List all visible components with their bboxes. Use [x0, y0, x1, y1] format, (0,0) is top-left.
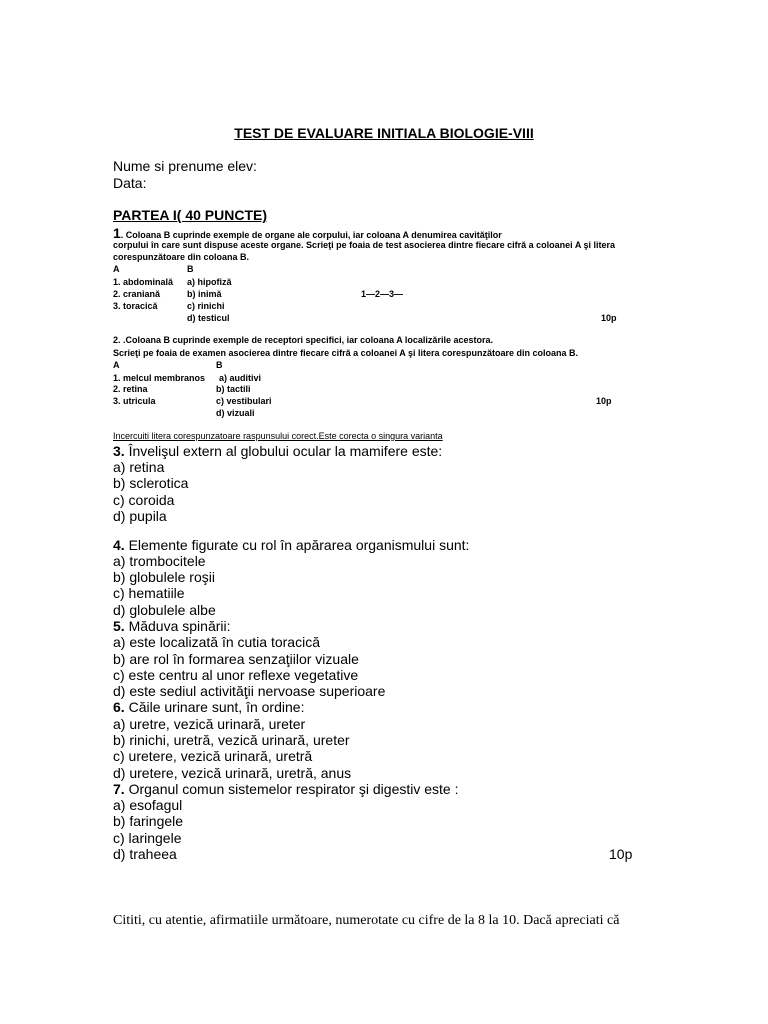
q1-line2: corpului în care sunt dispuse aceste organe. Scrieţi pe foaia de test asocierea dintre fiecare cifră a coloanei A şi litera: [113, 240, 616, 250]
q5-option: b) are rol în formarea senzaţiilor vizuale: [113, 651, 359, 667]
q7-stem: 7. Organul comun sistemelor respirator şi digestiv este :: [113, 781, 459, 797]
q6-option: c) uretere, vezică urinară, uretră: [113, 748, 313, 764]
q7-option: c) laringele: [113, 830, 182, 846]
q1-line1: 1. Coloana B cuprinde exemple de organe ale corpului, iar coloana A denumirea cavităţilor: [113, 225, 502, 241]
q1-col-a-item: 3. toracică: [113, 301, 158, 311]
q5-number: 5.: [113, 618, 125, 634]
q2-col-a-item: 2. retina: [113, 384, 148, 394]
instruction-text: Incercuiti litera corespunzatoare raspunsului corect.Este corecta o singura varianta: [113, 431, 443, 441]
q2-col-a-header: A: [113, 360, 120, 370]
q2-line2: Scrieţi pe foaia de examen asocierea dintre fiecare cifră a coloanei A şi litera corespunzătoare din coloana B.: [113, 348, 579, 358]
q4-stem: 4. Elemente figurate cu rol în apărarea organismului sunt:: [113, 537, 470, 553]
q6-number: 6.: [113, 699, 125, 715]
q1-line3: corespunzătoare din coloana B.: [113, 252, 250, 262]
part1-heading: PARTEA I( 40 PUNCTE): [113, 207, 268, 223]
q1-col-a-item: 1. abdominală: [113, 277, 174, 287]
q4-option: a) trombocitele: [113, 553, 206, 569]
q2-points: 10p: [596, 396, 612, 406]
q1-number: 1: [113, 225, 121, 241]
q5-option: c) este centru al unor reflexe vegetative: [113, 667, 359, 683]
q7-option: d) traheea: [113, 846, 177, 862]
q4-option: c) hematiile: [113, 585, 185, 601]
page-title: TEST DE EVALUARE INITIALA BIOLOGIE-VIII: [234, 125, 534, 141]
q6-option: b) rinichi, uretră, vezică urinară, ureter: [113, 732, 350, 748]
q1-col-b-item: d) testicul: [187, 313, 230, 323]
q7-option: a) esofagul: [113, 797, 183, 813]
q3-number: 3.: [113, 443, 125, 459]
q4-option: b) globulele roşii: [113, 569, 215, 585]
q1-points: 10p: [601, 313, 617, 323]
q2-col-b-item: b) tactili: [216, 384, 251, 394]
q1-col-a-item: 2. craniană: [113, 289, 161, 299]
q1-answer-template: 1—2—3—: [361, 289, 404, 299]
q1-col-b-item: c) rinichi: [187, 301, 225, 311]
q3-option: c) coroida: [113, 492, 175, 508]
q3-option: d) pupila: [113, 508, 167, 524]
footer-paragraph: Cititi, cu atentie, afirmatiile următoare, numerotate cu cifre de la 8 la 10. Dacă apreciati că: [113, 913, 620, 928]
q6-option: d) uretere, vezică urinară, uretră, anus: [113, 765, 352, 781]
q5-option: a) este localizată în cutia toracică: [113, 634, 320, 650]
q3-option: a) retina: [113, 459, 165, 475]
q3-stem: 3. Învelişul extern al globului ocular la mamifere este:: [113, 443, 443, 459]
q2-col-a-item: 1. melcul membranos: [113, 373, 206, 383]
q3-option: b) sclerotica: [113, 475, 189, 491]
q2-col-b-item: a) auditivi: [219, 373, 262, 383]
q5-stem: 5. Măduva spinării:: [113, 618, 231, 634]
q2-col-a-item: 3. utricula: [113, 396, 156, 406]
q2-col-b-item: d) vizuali: [216, 408, 255, 418]
q2-col-b-header: B: [216, 360, 223, 370]
q1-col-b-header: B: [187, 264, 194, 274]
q7-number: 7.: [113, 781, 125, 797]
q1-col-b-item: b) inimă: [187, 289, 222, 299]
q4-number: 4.: [113, 537, 125, 553]
q6-stem: 6. Căile urinare sunt, în ordine:: [113, 699, 305, 715]
q2-col-b-item: c) vestibulari: [216, 396, 272, 406]
q2-line1: 2. .Coloana B cuprinde exemple de receptori specifici, iar coloana A localizările acestora.: [113, 335, 493, 345]
q7-points: 10p: [609, 846, 633, 862]
q7-option: b) faringele: [113, 813, 184, 829]
student-name-label: Nume si prenume elev:: [113, 158, 257, 174]
q4-option: d) globulele albe: [113, 602, 216, 618]
q6-option: a) uretre, vezică urinară, ureter: [113, 716, 306, 732]
q1-col-b-item: a) hipofiză: [187, 277, 232, 287]
date-label: Data:: [113, 175, 147, 191]
q5-option: d) este sediul activităţii nervoase superioare: [113, 683, 386, 699]
q1-col-a-header: A: [113, 264, 120, 274]
